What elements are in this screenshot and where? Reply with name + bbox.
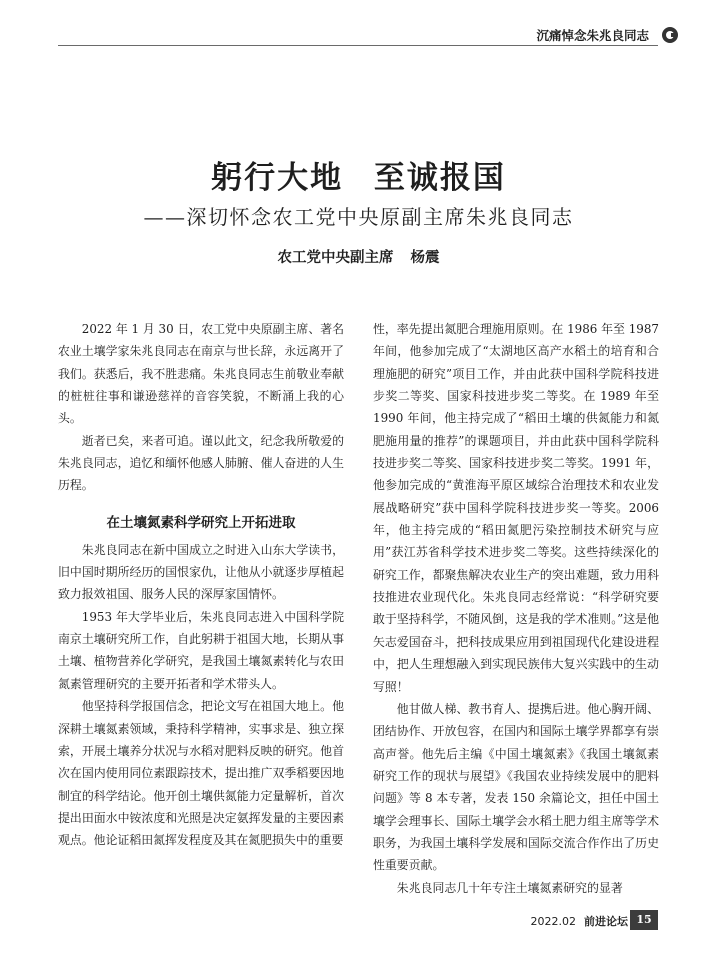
article-title: 躬行大地 至诚报国 [211,160,506,196]
paragraph: 2022 年 1 月 30 日，农工党中央原副主席、著名农业土壤学家朱兆良同志在南京与世长辞，永远离开了我们。获悉后，我不胜悲痛。朱兆良同志生前敬业奉献的桩桩往事和谦逊慈祥的音容笑貌，不断涌上我的心头。 [58,322,344,426]
paragraph: 他坚持科学报国信念，把论文写在祖国大地上。他深耕土壤氮素领域，秉持科学精神，实事求是、独立探索，开展土壤养分状况与水稻对肥料反映的研究。他首次在国内使用同位素跟踪技术，提出推广双季稻要因地制宜的科学结论。他开创土壤供氮能力定量解析，首次提出田面水中铵浓度和光照是决定氨挥发量的主要因素观点。他论证稻田氮挥发程度及其在氮肥损失中的重要 [58,699,344,848]
page-number: 15 [630,910,658,930]
paragraph: 逝者已矣，来者可追。谨以此文，纪念我所敬爱的朱兆良同志，追忆和缅怀他感人肺腑、催人奋进的人生历程。 [58,433,344,493]
paragraph: 朱兆良同志几十年专注土壤氮素研究的显著 [396,880,623,895]
paragraph: 他甘做人梯、教书育人、提携后进。他心胸开阔、团结协作、开放包容，在国内和国际土壤学界都享有崇高声誉。他先后主编《中国土壤氮素》《我国土壤氮素研究工作的现状与展望》《我国农业持续发展中的肥料问题》等 8 本专著，发表 150 余篇论文，担任中国土壤学会理事长、国际土壤学会水稻土肥力组主席等学术职务，为我国土壤科学发展和国际交流合作作出了历史性重要贡献。 [373,701,659,873]
section-heading: 在土壤氮素科学研究上开拓进取 [106,514,296,531]
section-name: 沉痛悼念朱兆良同志 [536,28,649,43]
article-author: 农工党中央副主席 杨震 [277,250,440,266]
paragraph: 朱兆良同志在新中国成立之时进入山东大学读书，旧中国时期所经历的国恨家仇，让他从小就逐步厚植起致力报效祖国、服务人民的深厚家国情怀。 [58,542,344,602]
page-footer [0,910,717,934]
issue-date: 2022.02 [530,915,576,928]
right-column [373,318,659,899]
circular-arrow-logo-icon [662,27,678,43]
article-subtitle: ——深切怀念农工党中央原副主席朱兆良同志 [143,205,574,229]
header-divider [58,45,658,46]
magazine-name: 前进论坛 [584,915,628,928]
title-block [0,156,717,267]
footer-info [531,913,629,929]
page-header [0,0,717,48]
paragraph-continued: 性，率先提出氮肥合理施用原则。在 1986 年至 1987 年间，他参加完成了“太湖地区高产水稻土的培育和合理施肥的研究”项目工作，并由此获中国科学院科技进步奖二等奖、国家科技进步奖二等奖。在 1989 年至 1990 年间，他主持完成了“稻田土壤的供氮能力和氮肥施用量的推荐”的课题项目，并由此获中国科学院科技进步奖二等奖、国家科技进步奖二等奖。1991 年，他参加完成的“黄淮海平原区域综合治理技术和农业发展战略研究”获中国科学院科技进步奖一等奖。2006 年，他主持完成的“稻田氮肥污染控制技术研究与应用”获江苏省科学技术进步奖二等奖。这些持续深化的研究工作，都聚焦解决农业生产的突出难题，致力用科技推进农业现代化。朱兆良同志经常说：“科学研究要敢于坚持科学，不随风倒，这是我的学术准则。”这是他矢志爱国奋斗，把科技成果应用到祖国现代化建设进程中，把人生理想融入到实现民族伟大复兴实践中的生动写照！ [373,322,659,694]
paragraph: 1953 年大学毕业后，朱兆良同志进入中国科学院南京土壤研究所工作，自此躬耕于祖国大地，长期从事土壤、植物营养化学研究，是我国土壤氮素转化与农田氮素管理研究的主要开拓者和学术带头人。 [58,609,344,691]
left-column [58,318,344,852]
